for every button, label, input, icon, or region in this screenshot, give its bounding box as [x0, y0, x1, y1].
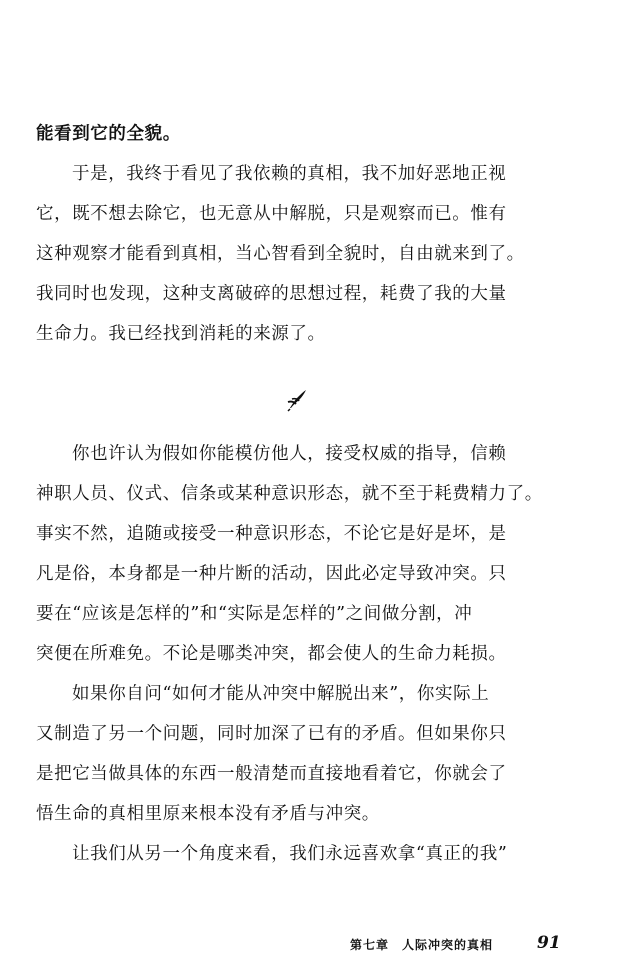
- text-line: 生命力。我已经找到消耗的来源了。: [36, 324, 326, 344]
- text-line: 悟生命的真相里原来根本没有矛盾与冲突。: [36, 804, 380, 824]
- text-line: 神职人员、仪式、信条或某种意识形态，就不至于耗费精力了。: [36, 484, 543, 504]
- text-line: 它，既不想去除它，也无意从中解脱，只是观察而已。惟有: [36, 204, 507, 224]
- text-line: 于是，我终于看见了我依赖的真相，我不加好恶地正视: [72, 164, 507, 184]
- text-line: 突便在所难免。不论是哪类冲突，都会使人的生命力耗损。: [36, 644, 507, 664]
- text-line: 如果你自问“如何才能从冲突中解脱出来”，你实际上: [72, 684, 490, 704]
- text-line: 你也许认为假如你能模仿他人，接受权威的指导，信赖: [72, 444, 507, 464]
- text-line: 要在“应该是怎样的”和“实际是怎样的”之间做分割，冲: [36, 604, 473, 624]
- text-line: 能看到它的全貌。: [36, 124, 181, 144]
- text-line: 这种观察才能看到真相，当心智看到全貌时，自由就来到了。: [36, 244, 525, 264]
- running-footer-chapter: 第七章 人际冲突的真相: [350, 938, 494, 952]
- text-line: 事实不然，追随或接受一种意识形态，不论它是好是坏，是: [36, 524, 507, 544]
- quill-flourish-icon: [286, 388, 308, 412]
- text-line: 是把它当做具体的东西一般清楚而直接地看着它，你就会了: [36, 764, 507, 784]
- text-line: 又制造了另一个问题，同时加深了已有的矛盾。但如果你只: [36, 724, 507, 744]
- page-number: 91: [537, 933, 561, 953]
- text-line: 凡是俗，本身都是一种片断的活动，因此必定导致冲突。只: [36, 564, 507, 584]
- text-line: 我同时也发现，这种支离破碎的思想过程，耗费了我的大量: [36, 284, 507, 304]
- text-line: 让我们从另一个角度来看，我们永远喜欢拿“真正的我”: [72, 844, 508, 864]
